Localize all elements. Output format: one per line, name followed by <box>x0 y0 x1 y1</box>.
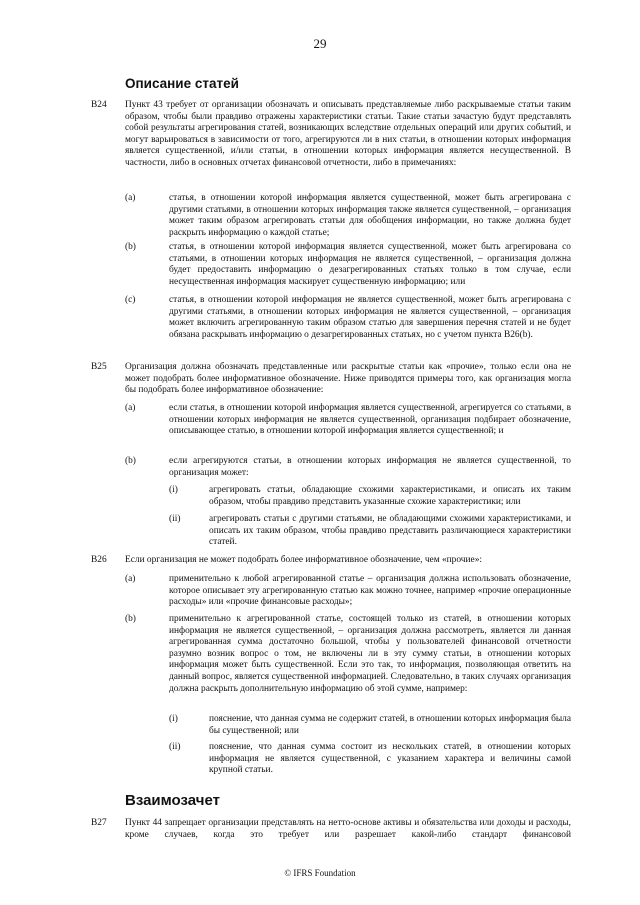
list-text: агрегировать статьи с другими статьями, не обладающими схожими характеристиками, и описать их таким образом, чтобы правдиво представить различающиеся характеристики статей. <box>209 514 571 548</box>
paragraph-b27 <box>91 818 571 841</box>
list-label: (ii) <box>169 742 181 752</box>
paragraph-id: B26 <box>91 555 107 565</box>
list-text: применительно к агрегированной статье, состоящей только из статей, в отношении которых информация не является существенной, – организация должна рассмотреть, является ли данная агрегированная сумма достаточно большой, чтобы у пользователей финансовой отчетности разумно возник вопрос о том, не включены ли в эту сумму статьи, в отношении которых информация может быть существенной. Если это так, то информация, позволяющая ответить на данный вопрос, является существенной информацией. Следовательно, в таких случаях организация должна раскрыть дополнительную информацию об этой сумме, например: <box>169 614 571 694</box>
list-item-b25-b <box>125 456 571 479</box>
section-heading-item-description: Описание статей <box>125 76 239 91</box>
list-label: (i) <box>169 714 178 724</box>
list-label: (b) <box>125 242 136 252</box>
page-number: 29 <box>313 36 327 51</box>
paragraph-id: B27 <box>91 818 107 828</box>
list-item-b24-a <box>125 193 571 239</box>
list-subitem-b25-b-i <box>169 485 571 508</box>
paragraph-text: Организация должна обозначать представленные или раскрытые статьи как «прочие», только если она не может подобрать более информативное обозначение. Ниже приводятся примеры того, как организация могла бы подобрать более информативное обозначение: <box>125 362 571 396</box>
list-text: пояснение, что данная сумма состоит из нескольких статей, в отношении которых информация не является существенной, с указанием характера и величины самой крупной статьи. <box>209 742 571 776</box>
list-text: статья, в отношении которой информация не является существенной, может быть агрегирована с другими статьями, в отношении которых информация не является существенной, – организация может включить агрегированную таким образом статью для завершения перечня статей и не будет обязана раскрывать информацию о дезагрегированных статьях, но с учетом пункта B26(b). <box>169 295 571 340</box>
list-label: (i) <box>169 485 178 495</box>
list-text: пояснение, что данная сумма не содержит статей, в отношении которых информация была бы существенной; или <box>209 714 571 736</box>
list-label: (a) <box>125 403 136 413</box>
list-label: (a) <box>125 574 136 584</box>
list-text: применительно к любой агрегированной статье – организация должна использовать обозначение, которое описывает эту агрегированную статью как можно точнее, например «прочие операционные расходы» или «прочие финансовые расходы»; <box>169 574 571 608</box>
paragraph-b26 <box>91 555 571 567</box>
list-text: если агрегируются статьи, в отношении которых информация не является существенной, то организация может: <box>169 456 571 478</box>
page-footer: © IFRS Foundation <box>284 868 356 878</box>
list-item-b25-a <box>125 403 571 438</box>
paragraph-text: Пункт 44 запрещает организации представлять на нетто-основе активы и обязательства или доходы и расходы, кроме случаев, когда это требует или разрешает какой-либо стандарт финансовой <box>125 818 571 840</box>
list-label: (ii) <box>169 514 181 524</box>
list-label: (b) <box>125 614 136 624</box>
list-label: (a) <box>125 193 136 203</box>
paragraph-text: Пункт 43 требует от организации обозначать и описывать представляемые либо раскрываемые статьи таким образом, чтобы были правдиво отражены характеристики статьи. Такие статьи зачастую будут представлять собой результаты агрегирования статей, возникающих вследствие отдельных операций или других событий, и могут варьироваться в зависимости от того, агрегируются ли в них статьи, в отношении которых информация является существенной, и/или статьи, в отношении которых информация является несущественной. В частности, либо в основных отчетах финансовой отчетности, либо в примечаниях: <box>125 100 571 168</box>
list-subitem-b25-b-ii <box>169 514 571 549</box>
list-item-b26-a <box>125 574 571 609</box>
list-item-b24-c <box>125 295 571 341</box>
list-text: агрегировать статьи, обладающие схожими характеристиками, и описать их таким образом, чтобы правдиво представить указанные схожие характеристики; или <box>209 485 571 507</box>
list-text: если статья, в отношении которой информация является существенной, агрегируется со статьями, в отношении которых информация не является существенной, организация подбирает обозначение, описывающее статью, в отношении которой информация является существенной; и <box>169 403 571 437</box>
list-item-b24-b <box>125 242 571 288</box>
paragraph-b24 <box>91 100 571 170</box>
section-heading-offsetting: Взаимозачет <box>125 792 220 809</box>
list-subitem-b26-b-i <box>169 714 571 737</box>
paragraph-b25 <box>91 362 571 397</box>
paragraph-id: B25 <box>91 362 107 372</box>
list-text: статья, в отношении которой информация является существенной, может быть агрегирована с другими статьями, в отношении которых информация также является существенной, – организация может таким образом агрегировать статьи для обобщения информации, но также должна будет раскрыть информацию о каждой статье; <box>169 193 571 238</box>
paragraph-text: Если организация не может подобрать более информативное обозначение, чем «прочие»: <box>125 555 482 565</box>
list-text: статья, в отношении которой информация является существенной, может быть агрегирована со статьями, в отношении которых информация не является существенной, – организация должна будет предоставить информацию о дезагрегированных статьях только в том случае, если несущественная информация маскирует существенную информацию; или <box>169 242 571 287</box>
list-label: (b) <box>125 456 136 466</box>
paragraph-id: B24 <box>91 100 107 110</box>
list-item-b26-b <box>125 614 571 695</box>
list-subitem-b26-b-ii <box>169 742 571 777</box>
list-label: (c) <box>125 295 136 305</box>
